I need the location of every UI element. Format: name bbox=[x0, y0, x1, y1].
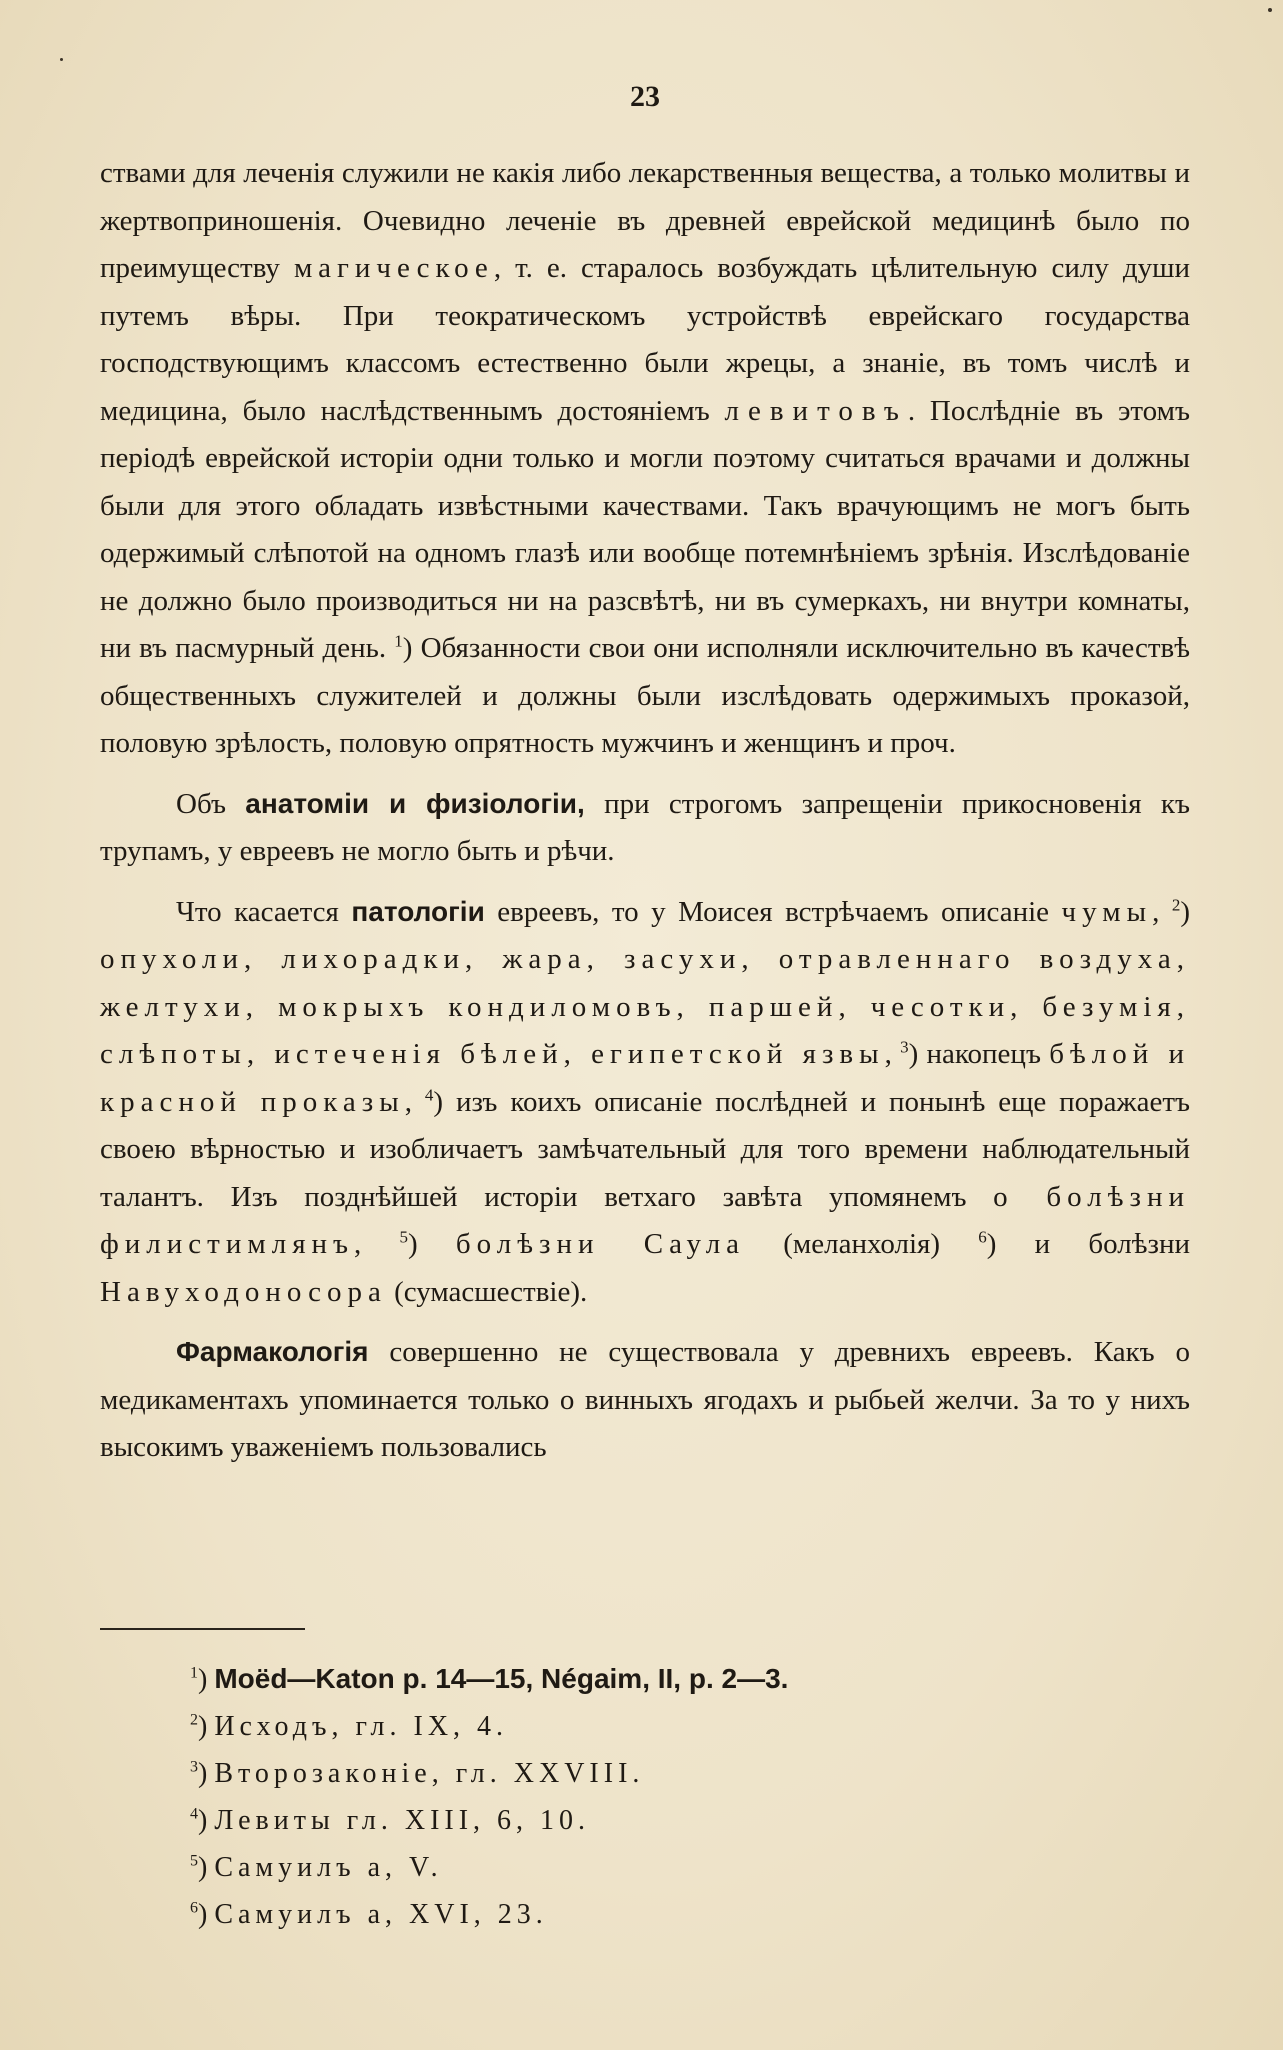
spaced-emphasis: о болѣзни филистимлянъ bbox=[100, 1180, 1190, 1260]
footnote bbox=[190, 1655, 990, 1703]
footnote-number: 2 bbox=[190, 1711, 198, 1729]
footnote-number: 1 bbox=[190, 1664, 198, 1682]
footnote-number: 5 bbox=[190, 1852, 198, 1870]
text-run: ) и болѣзни bbox=[986, 1228, 1190, 1260]
spaced-emphasis: чумы bbox=[1061, 895, 1153, 928]
footnote-paren: ) bbox=[198, 1805, 215, 1836]
text-run: ствами для леченія служили не какія либо лекарственныя вещества, а только молитвы и жертвоприношенія. Очевидно леченіе въ древней еврейской медицинѣ было по преимуществу bbox=[100, 157, 1190, 284]
footnote-number: 3 bbox=[190, 1758, 198, 1776]
footnote bbox=[190, 1703, 990, 1750]
footnote-marker: 4 bbox=[424, 1084, 434, 1104]
footnote-marker: 6 bbox=[978, 1227, 987, 1247]
footnote-text: Второзаконіе, гл. XXVIII. bbox=[214, 1758, 645, 1789]
text-run: (меланхолія) bbox=[745, 1228, 979, 1260]
footnotes bbox=[190, 1655, 990, 1938]
paragraph bbox=[100, 1328, 1190, 1472]
footnote-text: Самуилъ а, V. bbox=[214, 1852, 443, 1883]
bold-term: анатоміи и физіологіи, bbox=[245, 787, 585, 819]
spaced-emphasis: левитовъ bbox=[724, 394, 908, 427]
text-run: ) bbox=[1180, 895, 1191, 928]
footnote-paren: ) bbox=[198, 1852, 215, 1883]
ink-speck bbox=[1268, 8, 1272, 12]
text-run: , bbox=[354, 1228, 400, 1260]
spaced-emphasis: болѣзни Саула bbox=[455, 1228, 746, 1260]
text-run: совершенно не существовала у древнихъ евреевъ. Какъ о медикаментахъ упоминается только о винныхъ ягодахъ и рыбьей желчи. За то у нихъ высокимъ уваженіемъ пользовались bbox=[100, 1336, 1190, 1463]
text-run: ) накопецъ bbox=[908, 1038, 1050, 1070]
footnote-divider bbox=[100, 1628, 305, 1630]
footnote bbox=[190, 1844, 990, 1891]
footnote-paren: ) bbox=[198, 1664, 215, 1695]
text-run: (сумасшествіе). bbox=[386, 1275, 588, 1308]
text-run: евреевъ, то у Моисея встрѣчаемъ описаніе bbox=[484, 895, 1062, 928]
spaced-emphasis: опухоли, лихорадки, жара, засухи, отравленнаго воздуха, желтухи, мокрыхъ кондиломовъ, паршей, чесотки, безумія, слѣпоты, истеченія бѣлей, египетской язвы bbox=[100, 943, 1190, 1070]
paragraph bbox=[100, 780, 1190, 876]
footnote-text: Исходъ, гл. IX, 4. bbox=[214, 1711, 509, 1742]
footnote-text: Moëd—Katon p. 14—15, Négaim, II, p. 2—3. bbox=[214, 1663, 789, 1694]
body-text bbox=[100, 150, 1190, 1472]
spaced-emphasis: бѣлой и красной проказы bbox=[100, 1038, 1190, 1118]
ink-speck bbox=[60, 58, 63, 61]
page-number: 23 bbox=[630, 80, 660, 113]
footnote-number: 6 bbox=[190, 1899, 198, 1917]
spaced-emphasis: магическое bbox=[293, 252, 494, 284]
paragraph bbox=[100, 150, 1190, 768]
bold-term: патологіи bbox=[351, 895, 485, 927]
footnote-marker: 5 bbox=[399, 1227, 409, 1247]
text-run: ) Обязанности свои они исполняли исключительно въ качествѣ общественныхъ служителей и должны были изслѣдовать одержимыхъ проказой, половую зрѣлость, половую опрятность мужчинъ и женщинъ и проч. bbox=[100, 632, 1190, 759]
footnote-marker: 2 bbox=[1171, 894, 1181, 914]
footnote-number: 4 bbox=[190, 1805, 198, 1823]
footnote-paren: ) bbox=[198, 1758, 215, 1789]
footnote bbox=[190, 1891, 990, 1938]
text-run: , bbox=[884, 1038, 901, 1070]
footnote-text: Левиты гл. XIII, 6, 10. bbox=[214, 1805, 591, 1836]
paragraph bbox=[100, 888, 1190, 1317]
footnote-marker: 1 bbox=[394, 631, 403, 651]
text-run: при строгомъ запрещеніи прикосновенія къ трупамъ, у евреевъ не могло быть и рѣчи. bbox=[100, 787, 1190, 867]
footnote-paren: ) bbox=[198, 1899, 215, 1930]
text-run: , т. е. старалось возбуждать цѣлительную силу души путемъ вѣры. При теократическомъ устройствѣ еврейскаго государства господствующимъ классомъ естественно были жрецы, а знаніе, въ томъ числѣ и медицина, было наслѣдственнымъ достояніемъ bbox=[100, 252, 1191, 427]
text-run: Объ bbox=[176, 787, 246, 820]
footnote-text: Самуилъ а, XVI, 23. bbox=[214, 1899, 548, 1930]
spaced-emphasis: Навуходоносора bbox=[100, 1275, 387, 1308]
footnote bbox=[190, 1797, 990, 1844]
text-run: , bbox=[404, 1085, 425, 1118]
bold-term: Фармакологія bbox=[176, 1336, 369, 1367]
footnote bbox=[190, 1750, 990, 1797]
footnote-marker: 3 bbox=[900, 1037, 909, 1057]
footnote-paren: ) bbox=[198, 1711, 215, 1742]
text-run: , bbox=[1152, 895, 1172, 928]
text-run: ) bbox=[408, 1228, 456, 1260]
text-run: Что касается bbox=[176, 895, 352, 928]
text-run: ) изъ коихъ описаніе послѣдней и понынѣ еще поражаетъ своею вѣрностью и изобличаетъ замѣчательный для того времени наблюдательный талантъ. Изъ позднѣйшей исторіи ветхаго завѣта упомянемъ bbox=[100, 1085, 1191, 1213]
text-run: . Послѣдніе въ этомъ періодѣ еврейской исторіи одни только и могли поэтому считаться врачами и должны были для этого обладать извѣстными качествами. Такъ врачующимъ не могъ быть одержимый слѣпотой на одномъ глазѣ или вообще потемнѣніемъ зрѣнія. Изслѣдованіе не должно было производиться ни на разсвѣтѣ, ни въ сумеркахъ, ни внутри комнаты, ни въ пасмурный день. bbox=[100, 394, 1190, 664]
